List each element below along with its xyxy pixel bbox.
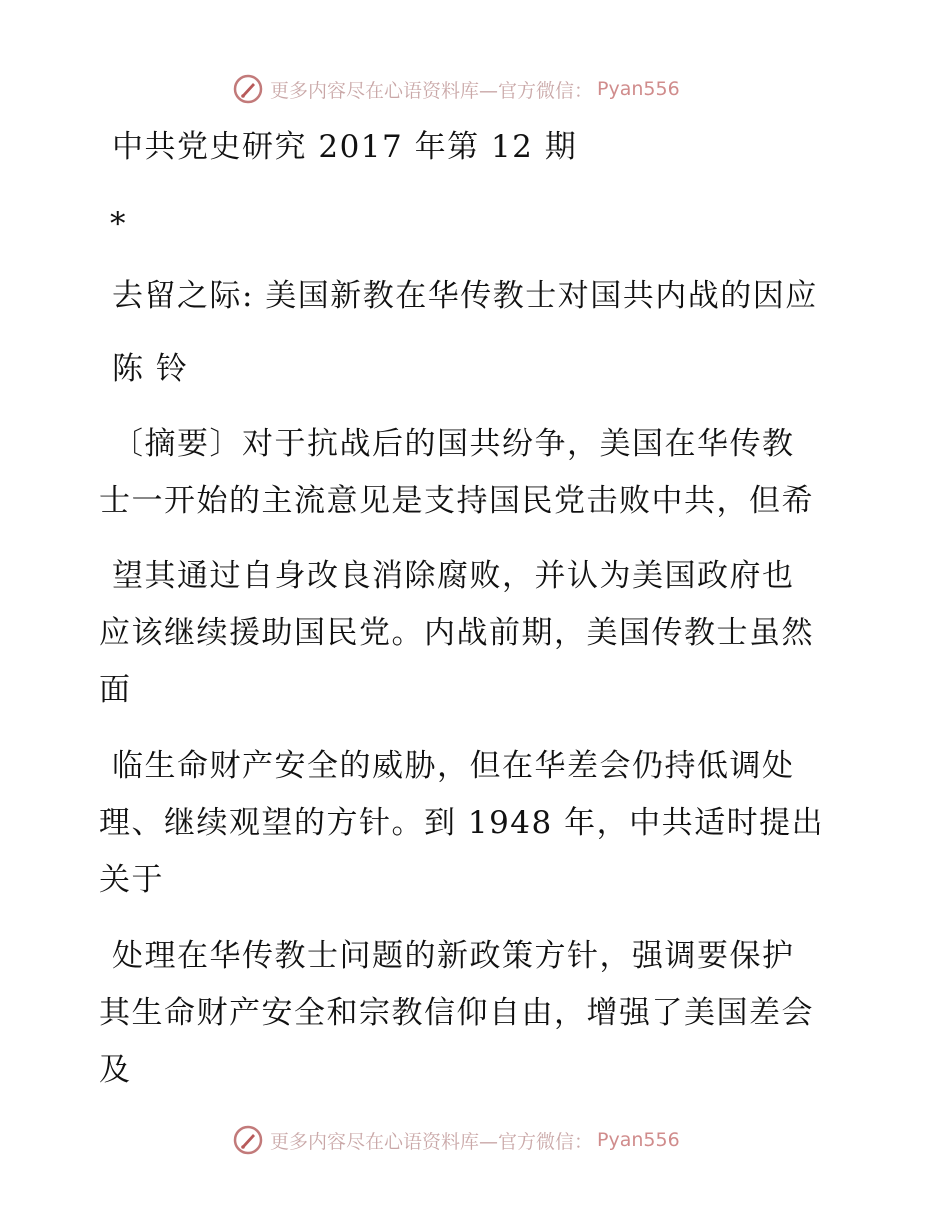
watermark-footer — [233, 1123, 680, 1157]
journal-line: 中共党史研究 2017 年第 12 期 — [112, 129, 578, 165]
abstract-line: 临生命财产安全的威胁，但在华差会仍持低调处 — [112, 748, 795, 784]
watermark-handle: Pyan556 — [597, 1129, 680, 1151]
watermark-text: 更多内容尽在心语资料库—官方微信： — [270, 79, 594, 102]
abstract-line: 关于 — [99, 862, 164, 898]
author-name: 陈 铃 — [112, 351, 189, 387]
watermark-handle: Pyan556 — [597, 78, 680, 100]
abstract-line: 应该继续援助国民党。内战前期，美国传教士虽然 — [99, 615, 814, 651]
abstract-line: 望其通过自身改良消除腐败，并认为美国政府也 — [112, 558, 795, 594]
article-title: 去留之际: 美国新教在华传教士对国共内战的因应 — [112, 278, 818, 314]
abstract-line: 理、继续观望的方针。到 1948 年，中共适时提出 — [99, 805, 825, 841]
pen-logo-icon — [233, 74, 263, 104]
abstract-line: 士一开始的主流意见是支持国民党击败中共，但希 — [99, 483, 814, 519]
watermark-header — [233, 72, 680, 106]
abstract-line: 其生命财产安全和宗教信仰自由，增强了美国差会 — [99, 995, 814, 1031]
abstract-line: 及 — [99, 1052, 132, 1088]
footnote-asterisk: * — [110, 206, 127, 242]
abstract-line: 处理在华传教士问题的新政策方针，强调要保护 — [112, 938, 795, 974]
abstract-line: 〔摘要〕对于抗战后的国共纷争，美国在华传教 — [112, 426, 795, 462]
watermark-text: 更多内容尽在心语资料库—官方微信： — [270, 1130, 594, 1153]
pen-logo-icon — [233, 1125, 263, 1155]
abstract-line: 面 — [99, 672, 132, 708]
